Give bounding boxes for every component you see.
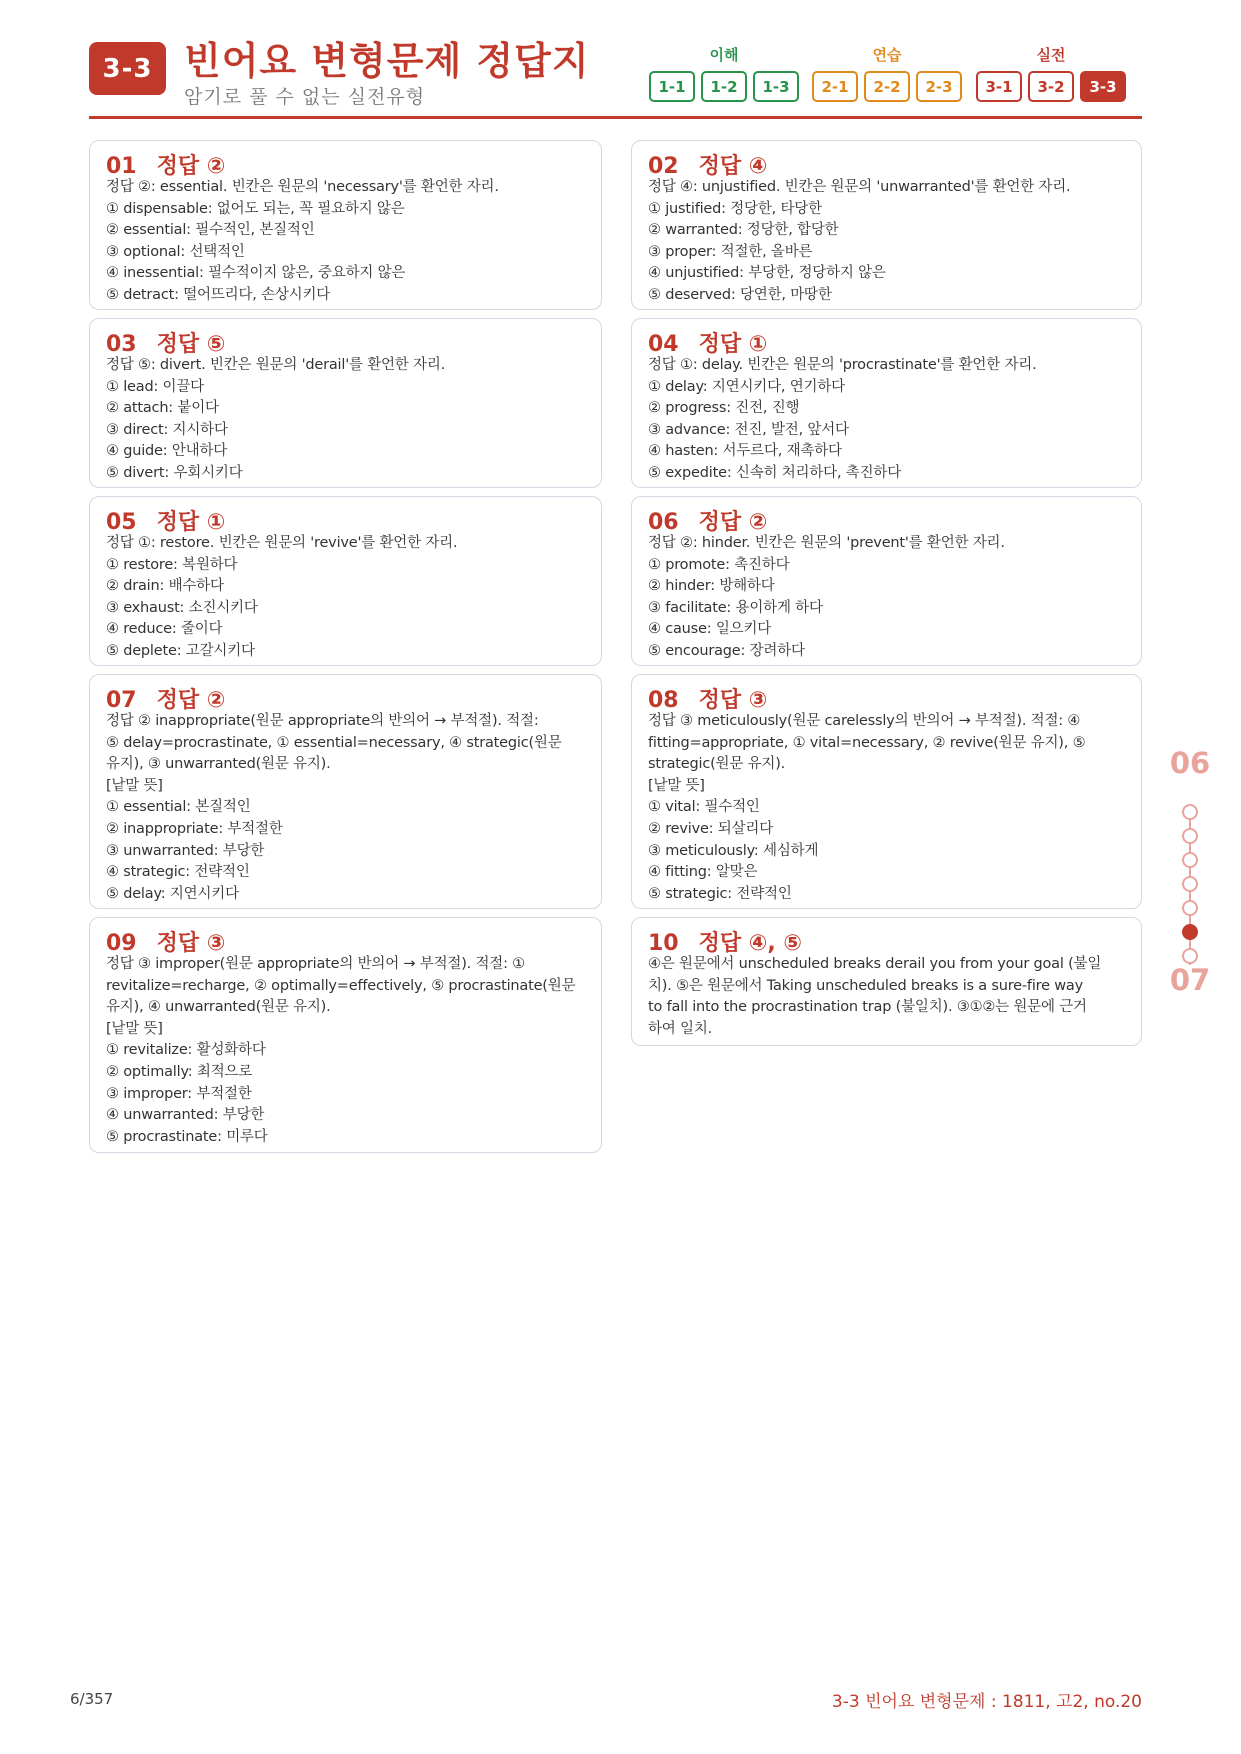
option-line: ② hinder: 방해하다	[648, 578, 775, 595]
explanation-line: strategic(원문 유지).	[648, 756, 786, 773]
progress-dot[interactable]	[1182, 876, 1198, 892]
option-line: ① justified: 정당한, 타당한	[648, 200, 822, 217]
explanation-line: 정답 ①: restore. 빈칸은 원문의 'revive'를 환언한 자리.	[106, 535, 458, 551]
explanation-line: 정답 ③ meticulously(원문 carelessly의 반의어 → 부적절). 적절: ④	[648, 713, 1081, 729]
progress-dot-active[interactable]	[1182, 924, 1198, 940]
explanation-line: 정답 ⑤: divert. 빈칸은 원문의 'derail'를 환언한 자리.	[106, 357, 446, 373]
explanation-line: 정답 ②: essential. 빈칸은 원문의 'necessary'를 환언한 자리.	[106, 179, 499, 195]
nav-pill-2-3[interactable]: 2-3	[916, 71, 962, 102]
answer-label: 정답 ③	[698, 688, 768, 713]
progress-dot[interactable]	[1182, 900, 1198, 916]
option-line: ④ strategic: 전략적인	[106, 864, 250, 881]
progress-dot[interactable]	[1182, 804, 1198, 820]
question-number: 10	[648, 931, 679, 956]
answer-label: 정답 ④	[698, 154, 768, 179]
option-line: ③ exhaust: 소진시키다	[106, 599, 258, 616]
explanation-line: 정답 ③ improper(원문 appropriate의 반의어 → 부적절). 적절: ①	[106, 956, 525, 972]
option-line: ⑤ deserved: 당연한, 마땅한	[648, 286, 832, 303]
option-line: ⑤ procrastinate: 미루다	[106, 1128, 268, 1145]
answer-label: 정답 ⑤	[156, 332, 226, 357]
explanation-line: 하여 일치.	[648, 1020, 713, 1037]
option-line: ⑤ expedite: 신속히 처리하다, 촉진하다	[648, 464, 902, 481]
explanation-line: to fall into the procrastination trap (불일치). ③①②는 원문에 근거	[648, 999, 1087, 1016]
answer-card-07	[89, 674, 602, 909]
question-number: 07	[106, 688, 137, 713]
progress-dot[interactable]	[1182, 948, 1198, 964]
option-line: ③ direct: 지시하다	[106, 421, 228, 438]
section-badge: 3-3	[89, 42, 166, 95]
option-line: ③ unwarranted: 부당한	[106, 842, 265, 859]
option-line: ① delay: 지연시키다, 연기하다	[648, 378, 845, 395]
option-line: ① vital: 필수적인	[648, 799, 760, 816]
nav-group-label: 실전	[1036, 46, 1066, 64]
option-line: ② revive: 되살리다	[648, 820, 774, 837]
answer-card-06	[631, 496, 1142, 666]
question-number: 06	[648, 510, 679, 535]
nav-pill-2-1[interactable]: 2-1	[812, 71, 858, 102]
answer-label: 정답 ④, ⑤	[698, 931, 803, 956]
nav-pill-2-2[interactable]: 2-2	[864, 71, 910, 102]
option-line: ④ guide: 안내하다	[106, 443, 228, 460]
nav-pill-3-1[interactable]: 3-1	[976, 71, 1022, 102]
option-line: ⑤ divert: 우회시키다	[106, 464, 243, 481]
explanation-line: revitalize=recharge, ② optimally=effectively, ⑤ procrastinate(원문	[106, 977, 576, 994]
answer-label: 정답 ②	[156, 154, 226, 179]
answer-card-10	[631, 917, 1142, 1046]
option-line: ② optimally: 최적으로	[106, 1063, 253, 1080]
explanation-line: 정답 ②: hinder. 빈칸은 원문의 'prevent'를 환언한 자리.	[648, 535, 1005, 551]
answer-card-01	[89, 140, 602, 310]
answer-label: 정답 ②	[698, 510, 768, 535]
explanation-line: 정답 ② inappropriate(원문 appropriate의 반의어 → 부적절). 적절:	[106, 713, 539, 729]
option-line: ④ unwarranted: 부당한	[106, 1107, 265, 1124]
explanation-line: 정답 ④: unjustified. 빈칸은 원문의 'unwarranted'를 환언한 자리.	[648, 179, 1071, 195]
source-reference: 3-3 빈어요 변형문제 : 1811, 고2, no.20	[831, 1692, 1142, 1712]
page-subtitle: 암기로 풀 수 없는 실전유형	[184, 86, 426, 108]
nav-pill-3-2[interactable]: 3-2	[1028, 71, 1074, 102]
option-line: ⑤ strategic: 전략적인	[648, 885, 792, 902]
explanation-line: ⑤ delay=procrastinate, ① essential=necessary, ④ strategic(원문	[106, 734, 562, 751]
nav-pill-3-3[interactable]: 3-3	[1080, 71, 1126, 102]
page-number: 6/357	[70, 1690, 114, 1708]
answer-label: 정답 ②	[156, 688, 226, 713]
nav-group-label: 연습	[872, 46, 902, 64]
question-number: 01	[106, 154, 137, 179]
option-line: ① dispensable: 없어도 되는, 꼭 필요하지 않은	[106, 200, 405, 217]
nav-group-label: 이해	[709, 46, 739, 64]
option-line: ③ optional: 선택적인	[106, 243, 245, 260]
option-line: ① revitalize: 활성화하다	[106, 1042, 266, 1059]
answer-card-03	[89, 318, 602, 488]
option-line: ② essential: 필수적인, 본질적인	[106, 222, 315, 239]
option-line: ② warranted: 정당한, 합당한	[648, 222, 839, 239]
header-divider	[89, 116, 1142, 119]
answer-label: 정답 ③	[156, 931, 226, 956]
answer-label: 정답 ①	[698, 332, 768, 357]
option-line: ③ advance: 전진, 발전, 앞서다	[648, 421, 849, 438]
option-line: ④ fitting: 알맞은	[648, 864, 758, 881]
question-number: 08	[648, 688, 679, 713]
answer-card-08	[631, 674, 1142, 909]
option-line: ④ hasten: 서두르다, 재촉하다	[648, 443, 842, 460]
answer-card-09	[89, 917, 602, 1153]
option-line: ⑤ encourage: 장려하다	[648, 642, 805, 659]
answer-card-02	[631, 140, 1142, 310]
chapter-number-top: 06	[1169, 746, 1211, 780]
explanation-line: 치). ⑤은 원문에서 Taking unscheduled breaks is a sure-fire way	[648, 977, 1083, 994]
glossary-heading: [낱말 뜻]	[648, 777, 705, 794]
option-line: ⑤ deplete: 고갈시키다	[106, 642, 255, 659]
question-number: 05	[106, 510, 137, 535]
option-line: ① restore: 복원하다	[106, 556, 238, 573]
option-line: ⑤ delay: 지연시키다	[106, 885, 239, 902]
option-line: ④ unjustified: 부당한, 정당하지 않은	[648, 265, 886, 282]
option-line: ④ reduce: 줄이다	[106, 621, 223, 638]
option-line: ② attach: 붙이다	[106, 400, 219, 417]
option-line: ③ proper: 적절한, 올바른	[648, 243, 813, 260]
option-line: ③ meticulously: 세심하게	[648, 842, 819, 859]
option-line: ③ improper: 부적절한	[106, 1085, 252, 1102]
answer-card-05	[89, 496, 602, 666]
glossary-heading: [낱말 뜻]	[106, 777, 163, 794]
question-number: 02	[648, 154, 679, 179]
explanation-line: 유지), ③ unwarranted(원문 유지).	[106, 756, 331, 773]
option-line: ② progress: 진전, 진행	[648, 400, 800, 417]
progress-dot[interactable]	[1182, 852, 1198, 868]
option-line: ⑤ detract: 떨어뜨리다, 손상시키다	[106, 286, 331, 303]
explanation-line: 유지), ④ unwarranted(원문 유지).	[106, 999, 331, 1016]
chapter-number-bottom: 07	[1169, 963, 1211, 997]
nav-pill-1-2[interactable]: 1-2	[701, 71, 747, 102]
option-line: ④ cause: 일으키다	[648, 621, 772, 638]
nav-pill-1-3[interactable]: 1-3	[753, 71, 799, 102]
progress-dot[interactable]	[1182, 828, 1198, 844]
question-number: 09	[106, 931, 137, 956]
answer-label: 정답 ①	[156, 510, 226, 535]
glossary-heading: [낱말 뜻]	[106, 1020, 163, 1037]
nav-pill-1-1[interactable]: 1-1	[649, 71, 695, 102]
option-line: ③ facilitate: 용이하게 하다	[648, 599, 823, 616]
option-line: ④ inessential: 필수적이지 않은, 중요하지 않은	[106, 265, 406, 282]
option-line: ① essential: 본질적인	[106, 799, 251, 816]
explanation-line: ④은 원문에서 unscheduled breaks derail you from your goal (불일	[648, 956, 1102, 972]
option-line: ① lead: 이끌다	[106, 378, 204, 395]
explanation-line: 정답 ①: delay. 빈칸은 원문의 'procrastinate'를 환언한 자리.	[648, 357, 1037, 373]
question-number: 04	[648, 332, 679, 357]
option-line: ① promote: 촉진하다	[648, 556, 790, 573]
page-title: 빈어요 변형문제 정답지	[184, 39, 590, 83]
option-line: ② inappropriate: 부적절한	[106, 820, 283, 837]
option-line: ② drain: 배수하다	[106, 578, 224, 595]
answer-card-04	[631, 318, 1142, 488]
question-number: 03	[106, 332, 137, 357]
explanation-line: fitting=appropriate, ① vital=necessary, ② revive(원문 유지), ⑤	[648, 734, 1086, 751]
